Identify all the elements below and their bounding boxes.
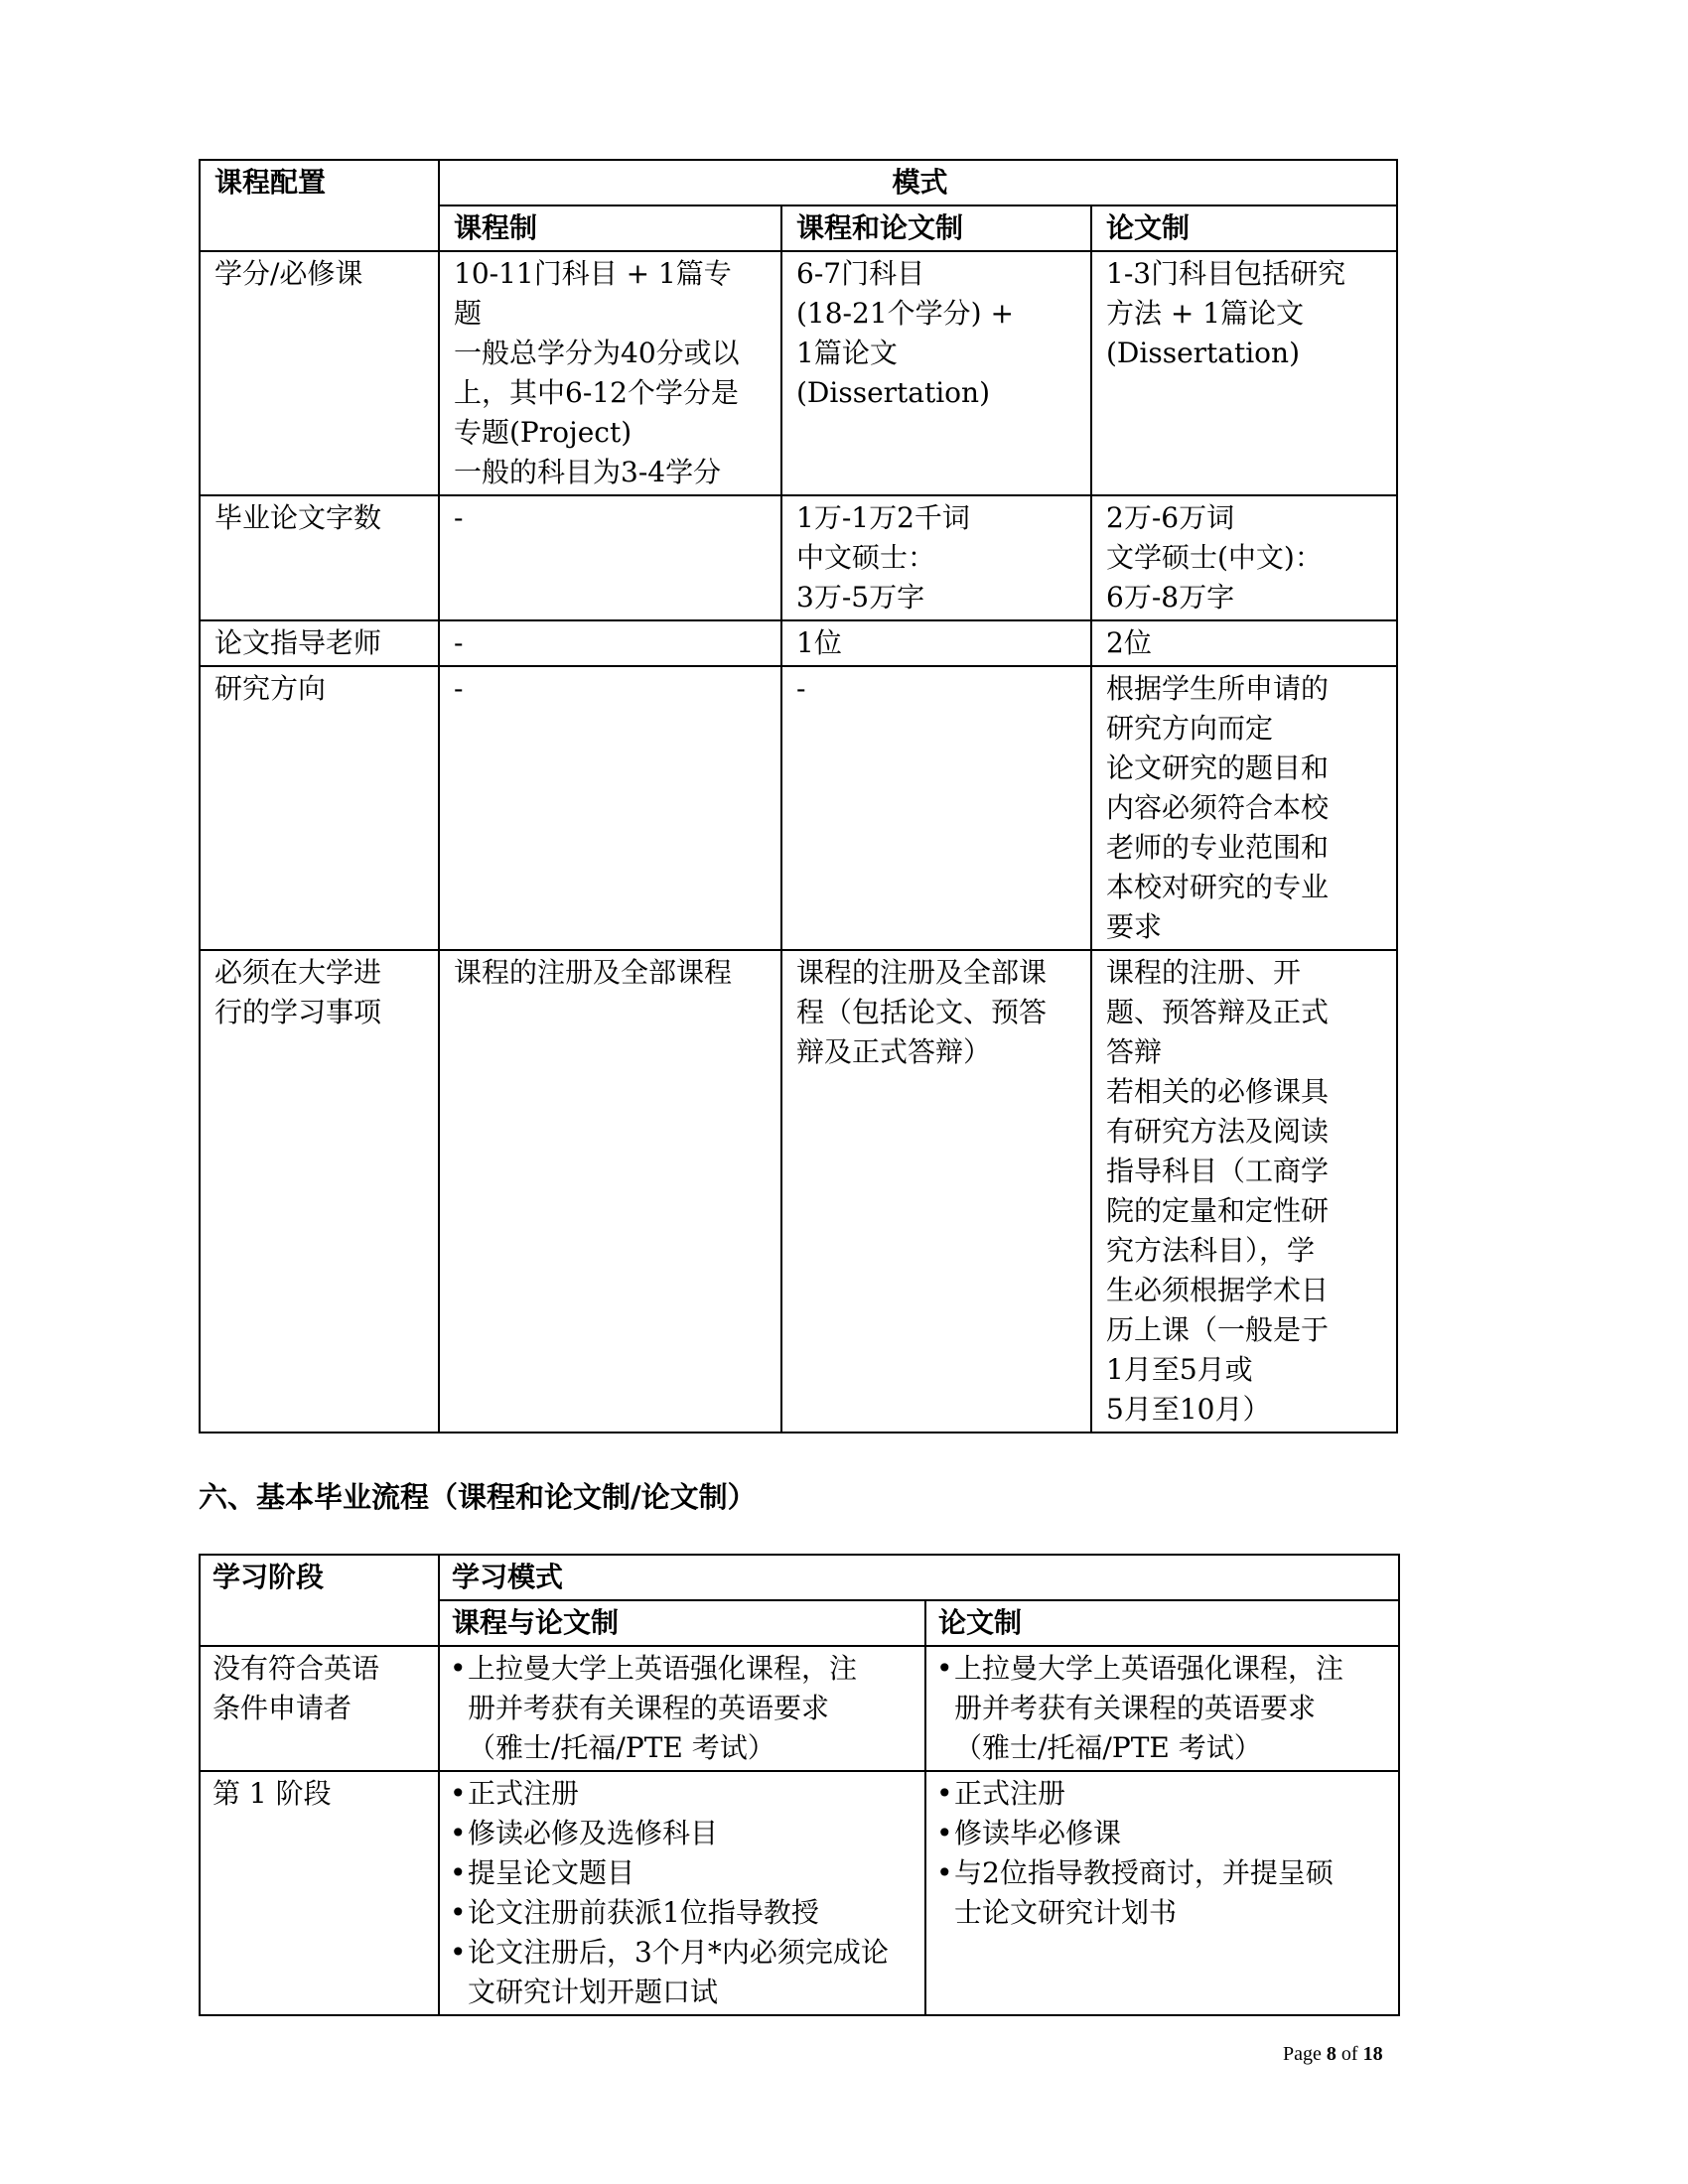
- list-item: • 正式注册: [938, 1774, 1388, 1814]
- list-item: • 修读毕必修课: [938, 1814, 1388, 1853]
- header-coursework-dissertation: 课程和论文制: [781, 205, 1091, 251]
- cell-wordcount-dissertation: 2万-6万词 文学硕士(中文)： 6万-8万字: [1091, 495, 1397, 620]
- header-study-stage: 学习阶段: [200, 1555, 439, 1646]
- cell-oncampus-coursework: 课程的注册及全部课程: [439, 950, 781, 1433]
- row-label-english-requirement: 没有符合英语 条件申请者: [200, 1646, 439, 1771]
- cell-research-mixed: -: [781, 666, 1091, 950]
- page-number: 8: [1326, 2043, 1336, 2065]
- header-study-mode: 学习模式: [439, 1555, 1399, 1600]
- list-item: • 论文注册前获派1位指导教授: [452, 1893, 914, 1933]
- list-item: • 提呈论文题目: [452, 1853, 914, 1893]
- cell-english-dissertation: • 上拉曼大学上英语强化课程，注 册并考获有关课程的英语要求 （雅士/托福/PTE 考试）: [925, 1646, 1399, 1771]
- header-dissertation-mode: 论文制: [925, 1600, 1399, 1646]
- row-label-stage-1: 第 1 阶段: [200, 1771, 439, 2015]
- cell-oncampus-dissertation: 课程的注册、开 题、预答辩及正式 答辩 若相关的必修课具 有研究方法及阅读 指导科目（工商学 院的定量和定性研 究方法科目），学 生必须根据学术日 历上课（一般是于 1月至5月或 5月至10月）: [1091, 950, 1397, 1433]
- row-label-supervisor: 论文指导老师: [200, 620, 439, 666]
- list-item: • 上拉曼大学上英语强化课程，注: [938, 1649, 1388, 1689]
- header-course-config: 课程配置: [200, 160, 439, 251]
- cell-supervisor-mixed: 1位: [781, 620, 1091, 666]
- header-mode: 模式: [439, 160, 1397, 205]
- list-item: • 修读必修及选修科目: [452, 1814, 914, 1853]
- cell-research-coursework: -: [439, 666, 781, 950]
- cell-credits-dissertation: 1-3门科目包括研究 方法 + 1篇论文 (Dissertation): [1091, 251, 1397, 495]
- header-dissertation: 论文制: [1091, 205, 1397, 251]
- table-row: [200, 1771, 1399, 2015]
- list-item: • 上拉曼大学上英语强化课程，注: [452, 1649, 914, 1689]
- table-row: [200, 620, 1397, 666]
- cell-research-dissertation: 根据学生所申请的 研究方向而定 论文研究的题目和 内容必须符合本校 老师的专业范围和 本校对研究的专业 要求: [1091, 666, 1397, 950]
- list-item: • 论文注册后，3个月*内必须完成论: [452, 1933, 914, 1973]
- header-coursework: 课程制: [439, 205, 781, 251]
- list-item: • 与2位指导教授商讨，并提呈硕: [938, 1853, 1388, 1893]
- cell-wordcount-coursework: -: [439, 495, 781, 620]
- row-label-word-count: 毕业论文字数: [200, 495, 439, 620]
- page-word: Page: [1283, 2043, 1322, 2065]
- cell-wordcount-mixed: 1万-1万2千词 中文硕士： 3万-5万字: [781, 495, 1091, 620]
- graduation-process-table: [199, 1554, 1400, 2016]
- of-word: of: [1340, 2043, 1358, 2065]
- table-row: [200, 950, 1397, 1433]
- table-row: [200, 495, 1397, 620]
- cell-credits-mixed: 6-7门科目 (18-21个学分) + 1篇论文 (Dissertation): [781, 251, 1091, 495]
- table-row: [200, 1646, 1399, 1771]
- cell-stage1-dissertation: • 正式注册 • 修读毕必修课 • 与2位指导教授商讨，并提呈硕 士论文研究计划书: [925, 1771, 1399, 2015]
- list-item: • 正式注册: [452, 1774, 914, 1814]
- table-row: [200, 666, 1397, 950]
- course-config-table: [199, 159, 1398, 1433]
- section-heading: 六、基本毕业流程（课程和论文制/论文制）: [199, 1480, 757, 1514]
- row-label-on-campus-items: 必须在大学进 行的学习事项: [200, 950, 439, 1433]
- cell-stage1-coursework: • 正式注册 • 修读必修及选修科目 • 提呈论文题目 • 论文注册前获派1位指导教授 • 论文注册后，3个月*内必须完成论 文研究计划开题口试: [439, 1771, 925, 2015]
- cell-supervisor-dissertation: 2位: [1091, 620, 1397, 666]
- cell-credits-coursework: 10-11门科目 + 1篇专 题 一般总学分为40分或以 上，其中6-12个学分是 专题(Project) 一般的科目为3-4学分: [439, 251, 781, 495]
- page-total: 18: [1362, 2043, 1383, 2065]
- page-footer: [1283, 2043, 1383, 2066]
- cell-supervisor-coursework: -: [439, 620, 781, 666]
- cell-english-coursework: • 上拉曼大学上英语强化课程，注 册并考获有关课程的英语要求 （雅士/托福/PTE 考试）: [439, 1646, 925, 1771]
- cell-oncampus-mixed: 课程的注册及全部课 程（包括论文、预答 辩及正式答辩）: [781, 950, 1091, 1433]
- row-label-research-direction: 研究方向: [200, 666, 439, 950]
- header-coursework-dissertation-mode: 课程与论文制: [439, 1600, 925, 1646]
- row-label-credits: 学分/必修课: [200, 251, 439, 495]
- table-row: [200, 251, 1397, 495]
